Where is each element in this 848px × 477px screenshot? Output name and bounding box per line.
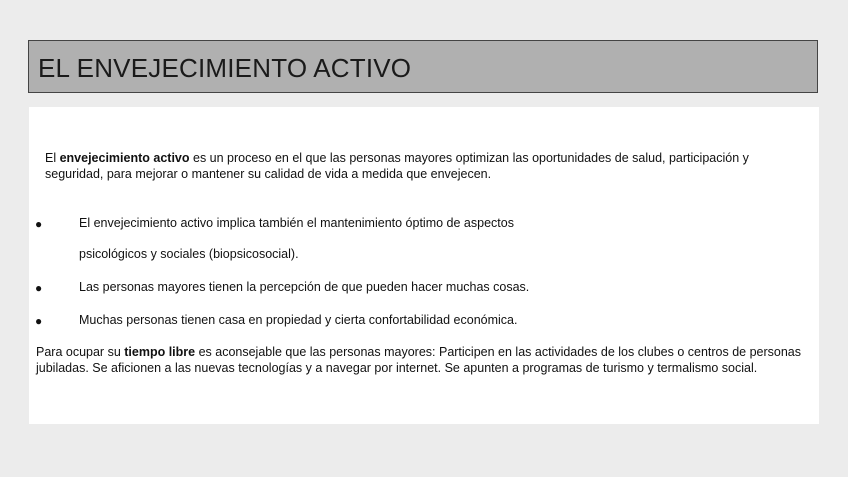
intro-prefix: El [45, 151, 60, 165]
outro-bold-term: tiempo libre [124, 345, 196, 359]
intro-bold-term: envejecimiento activo [59, 151, 190, 165]
bullet-1-line-1: El envejecimiento activo implica también el mantenimiento óptimo de aspectos [79, 216, 514, 230]
bullet-icon: ● [35, 217, 43, 231]
bullet-3: Muchas personas tienen casa en propiedad y cierta confortabilidad económica. [79, 313, 518, 327]
intro-rest: es un proceso en el que las personas mayores optimizan las oportunidades de salud, participación y seguridad, para mejorar o mantener su calidad de vida a medida que envejecen. [45, 151, 749, 181]
outro-paragraph [36, 345, 811, 376]
bullet-icon: ● [35, 314, 43, 328]
content-panel [29, 107, 819, 424]
outro-prefix: Para ocupar su [36, 345, 125, 359]
bullet-icon: ● [35, 281, 43, 295]
slide-title: EL ENVEJECIMIENTO ACTIVO [38, 53, 412, 83]
intro-paragraph [45, 151, 785, 182]
bullet-1-line-2: psicológicos y sociales (biopsicosocial). [79, 247, 299, 261]
bullet-2: Las personas mayores tienen la percepción de que pueden hacer muchas cosas. [79, 280, 530, 294]
title-bar [28, 40, 818, 93]
outro-rest: es aconsejable que las personas mayores: Participen en las actividades de los clubes o centros de personas jubiladas. Se aficionen a las nuevas tecnologías y a navegar por internet. Se apunten a programas de turismo y termalismo social. [36, 345, 802, 375]
